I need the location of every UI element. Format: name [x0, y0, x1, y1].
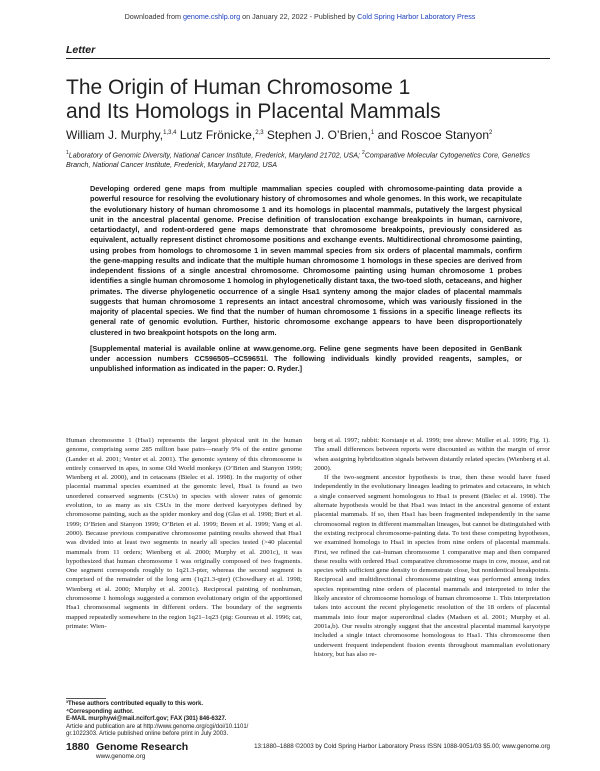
- author-affiliation-marker: 2,3: [255, 130, 264, 136]
- footnote-equal-contribution: ³These authors contributed equally to this work.: [66, 701, 204, 707]
- author-affiliation-marker: 1,3,4: [163, 130, 177, 136]
- download-banner: [0, 12, 600, 21]
- footnote-published: gr.1022303. Article published online before print in July 2003.: [66, 731, 229, 737]
- download-prefix: Downloaded from: [124, 12, 183, 21]
- supplemental-note: [Supplemental material is available online at www.genome.org. Feline gene segments have been deposited in GenBank under accession numbers CC596505–CC59651l. The following individuals kindly provided reagents, samples, or unpublished information as indicated in the paper: O. Ryder.]: [90, 343, 522, 374]
- title-line-2: and Its Homologs in Placental Mammals: [66, 100, 441, 123]
- body-paragraph: berg et al. 1997; rabbit: Korstanje et al. 1999; tree shrew: Müller et al. 1999; Fig. 1). The small differences between reports were discounted as within the margin of error when assigning hybridization signals between distantly related species (Wienberg et al. 2000).: [314, 437, 550, 472]
- abstract-paragraph: Developing ordered gene maps from multiple mammalian species coupled with chromosome-painting data provide a powerful resource for resolving the evolutionary history of chromosomes and whole genomes. In this work, we recapitulate the evolutionary history of human chromosome 1 and its homologs in placental mammals, putatively the largest physical unit in the ancestral placental genome. Precise definition of translocation exchange breakpoints in human, carnivore, cetartiodactyl, and rodent-ordered gene maps demonstrate that chromosome breakpoints, previously considered as equivalent, actually represent distinct chromosome positions and exchange events. Multidirectional chromosome painting, using probes from homologs to chromosome 1 in seven mammal species from six orders of placental mammals, confirm the gene-mapping results and indicate that the multiple human chromosome 1 homologs in these species are derived from independent fissions of a single ancestral chromosome. Chromosome painting using human chromosome 1 probes identifies a single human chromosome 1 homolog in phylogenetically distant taxa, the two-toed sloth, cetaceans, and higher primates. The diverse phylogenetic occurrence of a single Hsa1 synteny among the major clades of placental mammals suggests that human chromosome 1 represents an intact ancestral chromosome, which was variously fissioned in the majority of placental species. We find that the number of human chromosome 1 fissions in a specific lineage reflects its general rate of genomic evolution. Further, historic chromosome exchange appears to have been disproportionately clustered in two breakpoint hotspots on the long arm.: [90, 184, 522, 337]
- author-list: [66, 128, 550, 142]
- journal-name: Genome Research: [96, 741, 189, 753]
- copyright-line: 13:1880–1888 ©2003 by Cold Spring Harbor Laboratory Press ISSN 1088-9051/03 $5.00; www.genome.org: [254, 743, 550, 750]
- top-divider: [66, 58, 550, 59]
- section-label: Letter: [66, 44, 96, 56]
- author-affiliation-marker: 2: [489, 130, 493, 136]
- footnote-contact: E-MAIL murphywi@mail.ncifcrf.gov; FAX (301) 846-6327.: [66, 716, 227, 722]
- body-paragraph: Human chromosome 1 (Hsa1) represents the largest physical unit in the human genome, comprising some 285 million base pairs—nearly 9% of the entire genome (Lander et al. 2001; Venter et al. 2001). The genomic synteny of this chromosome is entirely conserved in apes, in some Old World monkeys (O’Brien and Stanyon 1999; Wienberg et al. 2000), and in cetaceans (Bielec et al. 1998). In the majority of other placental mammal species examined at the genomic level, Hsa1 is found as two unordered conserved segments (CSUs) in species with slower rates of genomic evolution, to as many as six CSUs in the more derived karyotypes defined by chromosome painting, such as the spider monkey and dog (Glas et al. 1998; Burt et al. 1999; O’Brien and Stanyon 1999; O’Brien et al. 1999; Breen et al. 1999; Yang et al. 2000). Because previous comparative chromosome painting results showed that Hsa1 was divided into at least two segments in nearly all species tested (>40 placental mammals from 11 orders; Wienberg et al. 2000; Murphy et al. 2001c), it was hypothesized that human chromosome 1 was originally composed of two fragments. One segment corresponds roughly to 1q21.3-pter, whereas the second segment is comprised of the remainder of the long arm (1q21.3-qter) (Chowdhary et al. 1998; Wienberg et al. 2000; Murphy et al. 2001c). Reciprocal painting of nonhuman, chromosome 1 homologs suggested a common evolutionary origin of the apportioned Hsa1 chromosomal segments in different orders. The boundary of the segments mapped repeatedly somewhere in the region 1q21–1q23 (pig: Goureau et al. 1996; cat, primate: Wien-: [66, 437, 302, 630]
- author-name: Stephen J. O’Brien,: [263, 128, 371, 142]
- author-name: and Roscoe Stanyon: [374, 128, 490, 142]
- article-title: [66, 76, 550, 124]
- author-name: Lutz Frönicke,: [176, 128, 256, 142]
- footnote-corresponding: ⁴Corresponding author.: [66, 708, 134, 715]
- source-link[interactable]: genome.cshlp.org: [182, 12, 241, 21]
- page-footer: [66, 741, 550, 765]
- affiliation-text: Comparative Molecular Cytogenetics Core, Genetics Branch, National Cancer Institute, Frederick, Maryland 21702, USA: [66, 151, 530, 170]
- affiliations: [66, 148, 546, 170]
- author-affiliation-marker: 1: [370, 130, 375, 136]
- affiliation-marker: 1: [66, 150, 69, 156]
- publisher-link[interactable]: Cold Spring Harbor Laboratory Press: [357, 12, 476, 21]
- affiliation-text: Laboratory of Genomic Diversity, National Cancer Institute, Frederick, Maryland 21702, USA;: [68, 151, 362, 160]
- title-line-1: The Origin of Human Chromosome 1: [66, 76, 411, 99]
- abstract: [90, 184, 522, 375]
- body-column-left: [66, 436, 302, 631]
- body-paragraph: If the two-segment ancestor hypothesis is true, then these would have fused independently in the evolutionary lineages leading to primates and cetaceans, in which a single conserved segment homologous to Hsa1 is present (Bielec et al. 1998). The alternate hypothesis would be that Hsa1 was intact in the ancestral genome of extant placental mammals. If so, then Hsa1 has been fragmented independently in the same chromosomal region in different mammalian lineages, but cannot be distinguished with the existing reciprocal chromosome-painting data. To test these competing hypotheses, we examined homologs to Hsa1 in species from nine orders of placental mammals. First, we refined the cat–human chromosome 1 comparative map and then compared these results with ordered Hsa1 comparative chromosome maps in cow, mouse, and rat species with sufficient gene density to demonstrate close, but nonidentical breakpoints. Reciprocal and multidirectional chromosome painting was performed among index species representing nine orders of placental mammals and interpreted to infer the likely ancestor of chromosome homologs of human chromosome 1. This interpretation takes into account the recent phylogenetic resolution of the 18 orders of placental mammals into four major superordinal clades (Madsen et al. 2001; Murphy et al. 2001a,b). Our results strongly suggest that the ancestral placental mammal karyotype included a single intact chromosome homologous to Hsa1. This chromosome then underwent frequent independent fission events throughout mammalian evolutionary history, but has also re-: [314, 474, 550, 658]
- download-mid: on January 22, 2022 - Published by: [240, 12, 358, 21]
- affiliation-marker: 2: [361, 150, 365, 156]
- body-column-right: [314, 436, 550, 659]
- footnotes: [66, 698, 302, 739]
- footnote-divider: [66, 698, 106, 699]
- author-name: William J. Murphy,: [66, 128, 164, 142]
- page-number: 1880: [66, 741, 90, 753]
- footnote-doi: Article and publication are at http://www.genome.org/cgi/doi/10.1101/: [66, 723, 249, 730]
- journal-url[interactable]: www.genome.org: [96, 753, 146, 760]
